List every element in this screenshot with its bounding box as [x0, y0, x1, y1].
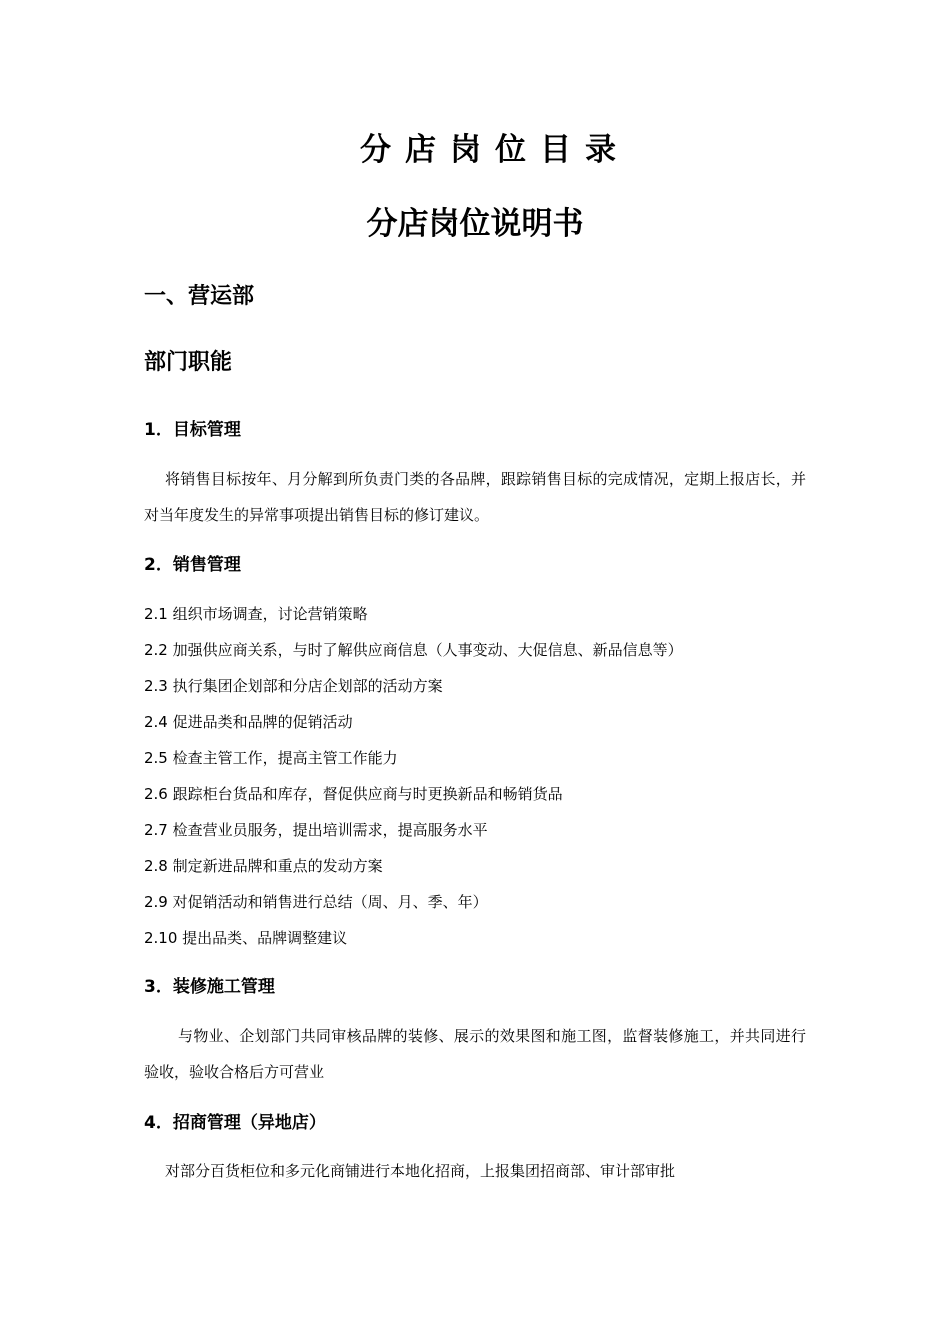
list-item: 2.1 组织市场调查，讨论营销策略	[144, 605, 368, 623]
list-item: 2.5 检查主管工作，提高主管工作能力	[144, 749, 398, 767]
paragraph-target-management: 将销售目标按年、月分解到所负责门类的各品牌，跟踪销售目标的完成情况，定期上报店长，并对当年度发生的异常事项提出销售目标的修订建议。	[144, 470, 806, 524]
list-item: 2.10 提出品类、品牌调整建议	[144, 929, 348, 947]
heading-target-management: 1．目标管理	[144, 420, 241, 440]
document-title: 分店岗位目录	[360, 132, 630, 168]
paragraph-decoration-management: 与物业、企划部门共同审核品牌的装修、展示的效果图和施工图，监督装修施工，并共同进行验收，验收合格后方可营业	[144, 1027, 806, 1081]
subsection-heading: 部门职能	[144, 350, 233, 375]
list-item: 2.2 加强供应商关系，与时了解供应商信息（人事变动、大促信息、新品信息等）	[144, 641, 683, 659]
list-item: 2.7 检查营业员服务，提出培训需求，提高服务水平	[144, 821, 488, 839]
list-item: 2.4 促进品类和品牌的促销活动	[144, 713, 353, 731]
list-item: 2.3 执行集团企划部和分店企划部的活动方案	[144, 677, 443, 695]
list-item: 2.8 制定新进品牌和重点的发动方案	[144, 857, 383, 875]
heading-investment-management: 4．招商管理（异地店）	[144, 1113, 326, 1133]
heading-decoration-management: 3．装修施工管理	[144, 977, 275, 997]
section-heading: 一、营运部	[144, 284, 255, 309]
document-subtitle: 分店岗位说明书	[366, 206, 584, 242]
heading-sales-management: 2．销售管理	[144, 555, 241, 575]
list-item: 2.6 跟踪柜台货品和库存，督促供应商与时更换新品和畅销货品	[144, 785, 563, 803]
paragraph-investment-management: 对部分百货柜位和多元化商铺进行本地化招商，上报集团招商部、审计部审批	[165, 1162, 676, 1180]
list-item: 2.9 对促销活动和销售进行总结（周、月、季、年）	[144, 893, 488, 911]
